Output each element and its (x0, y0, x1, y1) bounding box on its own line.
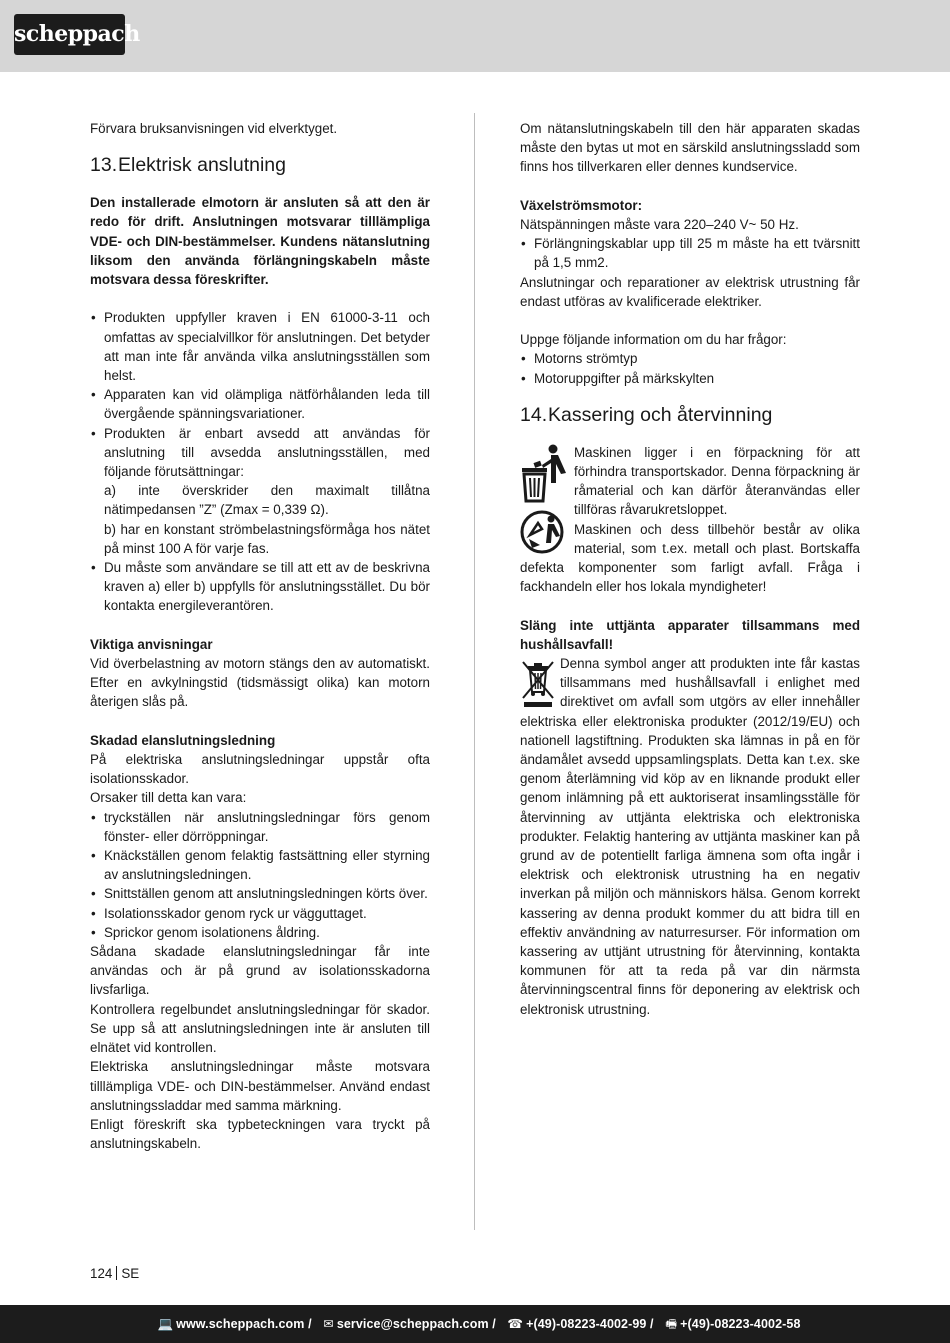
list-item: • Knäckställen genom felaktig fastsättning eller styrning av anslutningsledningen. (90, 846, 430, 884)
page-language: SE (121, 1266, 140, 1281)
anslutning-text: Anslutningar och reparationer av elektrisk utrustning får endast utföras av kvalificerade elektriker. (520, 274, 860, 309)
skadad-heading: Skadad elanslutningsledning (90, 732, 276, 748)
weee-text: Denna symbol anger att produkten inte får kastas tillsammans med hushållsavfall i enlighet med direktivet om avfall som utgörs av eller innehåller elektriska eller elektroniska produkter (2012/19/EU) och nationell lagstiftning. Produkten ska lämnas in på en för ändamålet avsedd uppsamlingsplats. Detta kan t.ex. ske genom återlämning vid köp av en liknande produkt eller genom inlämning på ett auktoriserat insamlingsställe för återvinning av uttjänta elektriska och elektroniska produkter. Felaktig hantering av uttjänta maskiner kan på grund av de potentiellt farliga ämnena som ofta ingår i elektrisk och elektronisk utrustning ha en negativ inverkan på miljön och människors hälsa. Genom korrekt kassering av denna produkt kommer du att bidra till en effektiv användning av naturresurser. För information om kassering av uttjänt utrustning för återvinning, kontakta kommunen för att ta reda på var din närmsta återvinningscentral finns för deponering av elektrisk och elektronisk utrustning. (520, 656, 860, 1017)
vaxel-heading: Växelströmsmotor: (520, 197, 643, 213)
phone-icon: ☎ (507, 1317, 524, 1331)
paragraph: Elektriska anslutningsledningar måste motsvara tilllämpliga VDE- och DIN-bestämmelser. Använd endast anslutningssladdar med samma märkning. (90, 1059, 430, 1113)
footer-fax: +(49)-08223-4002-58 (680, 1317, 801, 1331)
list-item: • tryckställen när anslutningsledningar förs genom fönster- eller dörröppningar. (90, 808, 430, 846)
causes-list (90, 808, 430, 942)
list-item: • Du måste som användare se till att ett av de beskrivna kraven a) eller b) uppfylls för anslutningsstället. Du bör kontakta energileverantören. (90, 558, 430, 616)
section-14-number: 14. (520, 403, 548, 426)
footer-web[interactable]: www.scheppach.com / (176, 1317, 312, 1331)
list-item: • Motorns strömtyp (520, 349, 860, 368)
list-item: • Sprickor genom isolationens åldring. (90, 923, 430, 942)
laptop-icon: 💻 (157, 1317, 174, 1331)
uppge-text: Uppge följande information om du har frågor: (520, 332, 787, 348)
condition-b: b) har en konstant strömbelastningsförmåga hos nätet på minst 100 A för varje fas. (104, 521, 430, 556)
paragraph: Enligt föreskrift ska typbeteckningen vara tryckt på anslutningskabeln. (90, 1116, 430, 1152)
section-13-title: Elektrisk anslutning (118, 154, 286, 177)
vaxel-text: Nätspänningen måste vara 220–240 V~ 50 Hz. (520, 217, 799, 232)
page-number-value: 124 (90, 1266, 113, 1281)
list-item: • Motoruppgifter på märkskylten (520, 369, 860, 388)
list-item: • Isolationsskador genom ryck ur vägguttaget. (90, 904, 430, 923)
disposal-icons (520, 443, 570, 555)
left-column (90, 119, 430, 1153)
list-item (90, 424, 430, 558)
section-13-number: 13. (90, 154, 118, 177)
cable-text: Om nätanslutningskabeln till den här apparaten skadas måste den bytas ut mot en särskild anslutningssladd som finns hos tillverkaren eller dennes kundservice. (520, 121, 860, 175)
list-item: • Förlängningskablar upp till 25 m måste ha ett tvärsnitt på 1,5 mm2. (520, 234, 860, 272)
condition-a: a) inte överskrider den maximalt tillåtna nätimpedansen ”Z” (Zmax = 0,339 Ω). (104, 483, 430, 518)
section-14-title: Kassering och återvinning (548, 403, 773, 426)
requirements-list (90, 308, 430, 615)
paragraph: Kontrollera regelbundet anslutningsledningar för skador. Se upp så att anslutningsledningen inte är ansluten till elnätet vid kontrollen. (90, 1001, 430, 1056)
list-item: • Snittställen genom att anslutningsledningen körts över. (90, 884, 430, 903)
kassering-text-1: Maskinen ligger i en förpackning för att förhindra transportskador. Denna förpackning är råmaterial och kan därför återanvändas eller tillföras råvarukretsloppet. (574, 444, 860, 518)
viktiga-heading: Viktiga anvisningar (90, 636, 213, 652)
list-item: • Apparaten kan vid olämpliga nätförhålanden leda till övergående spänningsvariationer. (90, 385, 430, 423)
page-number (90, 1265, 139, 1283)
weee-block (520, 654, 860, 1019)
section-14-heading (520, 401, 860, 429)
slang-heading: Släng inte uttjänta apparater tillsammans med hushållsavfall! (520, 617, 860, 652)
footer-mail[interactable]: service@scheppach.com / (336, 1317, 496, 1331)
section-13-heading (90, 151, 430, 179)
header-bar (0, 0, 950, 72)
disposal-block (520, 443, 860, 597)
trash-bin-icon (520, 443, 570, 505)
skadad-text-2: Orsaker till detta kan vara: (90, 790, 247, 806)
uppge-list (520, 349, 860, 387)
fax-icon: 🖷 (665, 1317, 678, 1331)
list-item: • Produkten uppfyller kraven i EN 61000-3-11 och omfattas av specialvillkor för anslutningen. Det betyder att man inte får använda vilka anslutningsställen som helst. (90, 308, 430, 385)
column-divider (474, 113, 475, 1230)
viktiga-text: Vid överbelastning av motorn stängs den av automatiskt. Efter en avkylningstid (tidsmässigt olika) kan motorn återigen slås på. (90, 656, 430, 710)
mail-icon: ✉ (323, 1317, 334, 1331)
bold-intro: Den installerade elmotorn är ansluten så att den är redo för drift. Anslutningen motsvarar tilllämpliga VDE- och DIN-bestämmelser. Kundens nätanslutning liksom den använda förlängningskabeln måste motsvara dessa föreskrifter. (90, 195, 430, 288)
footer-bar (0, 1305, 950, 1343)
intro-text: Förvara bruksanvisningen vid elverktyget. (90, 121, 338, 136)
kassering-text-2: Maskinen och dess tillbehör består av olika material, som t.ex. metall och plast. Bortskaffa defekta komponenter som farligt avfall. Fråga i fackhandeln eller hos lokala myndigheter! (520, 521, 860, 595)
crossed-bin-icon (520, 660, 556, 710)
scheppach-logo: scheppach (14, 14, 125, 55)
list-item-text: • Produkten är enbart avsedd att användas för anslutning till avsedda anslutningsställen, med följande förutsättningar: (104, 425, 430, 480)
vaxel-list (520, 234, 860, 272)
weee-icon-box (520, 660, 556, 710)
recycle-icon (520, 509, 570, 555)
paragraph: Sådana skadade elanslutningsledningar får inte användas och är på grund av isolationsskadorna livsfarliga. (90, 944, 430, 998)
footer-phone: +(49)-08223-4002-99 / (526, 1317, 654, 1331)
right-column (520, 119, 860, 1019)
skadad-text-1: På elektriska anslutningsledningar uppstår ofta isolationsskador. (90, 752, 430, 787)
